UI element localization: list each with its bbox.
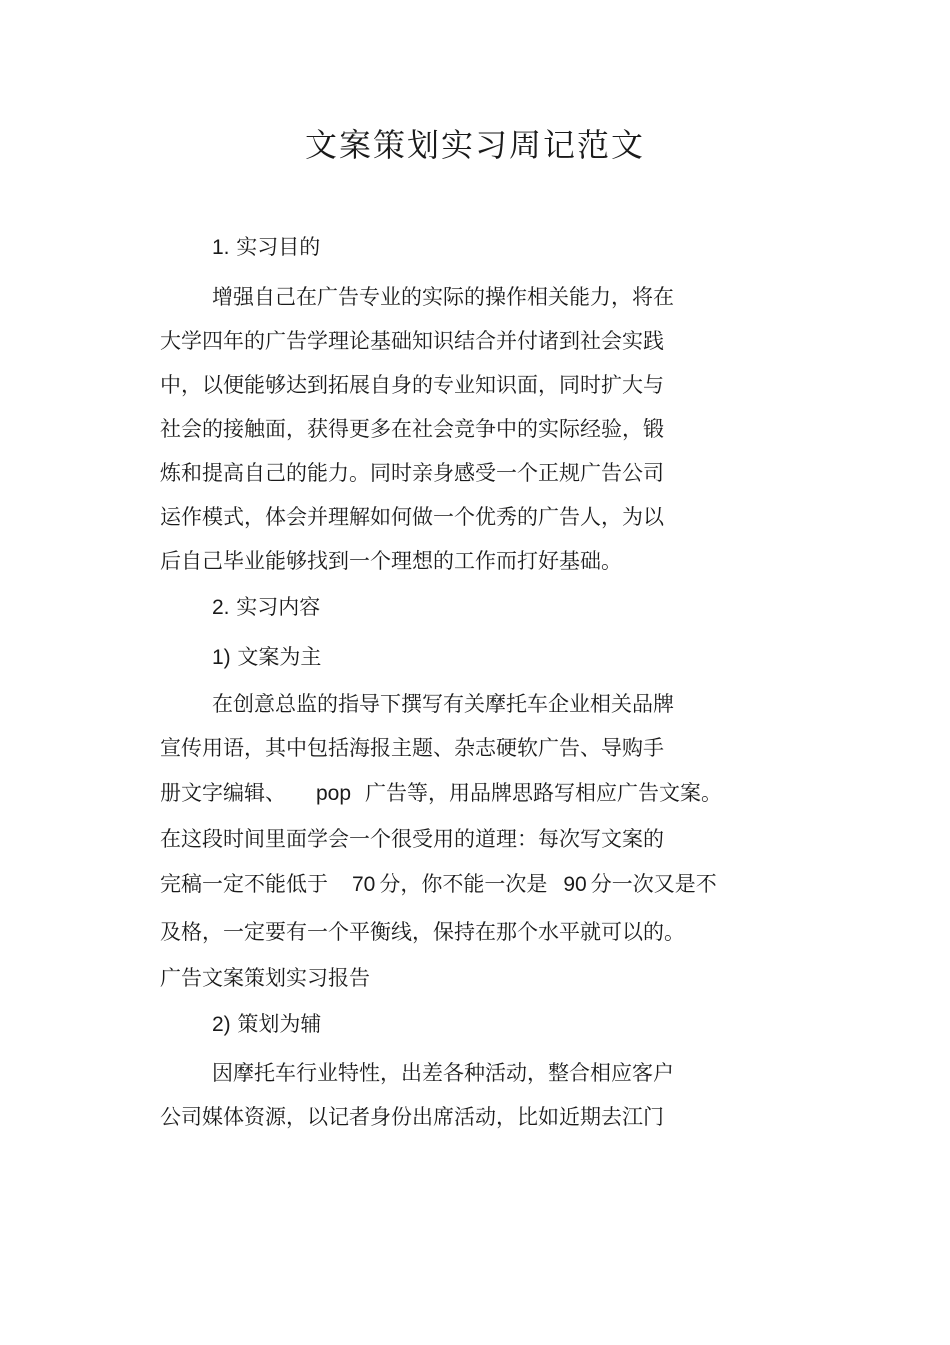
text-segment: 分，你不能一次是 (379, 872, 548, 896)
subsection-heading-copywriting (212, 642, 321, 673)
text-segment: 广告等，用品牌思路写相应广告文案。 (365, 781, 723, 805)
section-heading-purpose (212, 232, 320, 263)
text-segment: 70 (352, 873, 376, 896)
paragraph-line: 中，以便能够达到拓展自身的专业知识面，同时扩大与 (160, 373, 664, 397)
text-segment: 90 (563, 873, 587, 896)
page-title: 文案策划实习周记范文 (304, 126, 645, 164)
text-segment: pop (316, 782, 352, 805)
subsection-number: 2) (212, 1013, 231, 1036)
section-title: 实习目的 (236, 235, 321, 259)
section-number: 2. (212, 596, 230, 619)
paragraph-line: 在创意总监的指导下撰写有关摩托车企业相关品牌 (212, 692, 674, 716)
section-heading-content (212, 592, 320, 623)
subsection-title: 文案为主 (237, 645, 322, 669)
paragraph-line: 增强自己在广告专业的实际的操作相关能力，将在 (212, 285, 674, 309)
paragraph-line (160, 778, 722, 809)
subsection-number: 1) (212, 646, 231, 669)
subsection-title: 策划为辅 (237, 1012, 322, 1036)
paragraph-line: 及格，一定要有一个平衡线，保持在那个水平就可以的。 (160, 920, 685, 944)
text-segment: 完稿一定不能低于 (160, 872, 328, 896)
paragraph-line (160, 869, 717, 900)
paragraph-line: 后自己毕业能够找到一个理想的工作而打好基础。 (160, 549, 622, 573)
paragraph-line: 大学四年的广告学理论基础知识结合并付诸到社会实践 (160, 329, 664, 353)
paragraph-line: 宣传用语，其中包括海报主题、杂志硬软广告、导购手 (160, 736, 664, 760)
subsection-heading-planning (212, 1009, 321, 1040)
text-segment: 册文字编辑、 (160, 781, 286, 805)
section-title: 实习内容 (236, 595, 321, 619)
text-segment: 分一次又是不 (590, 872, 717, 896)
paragraph-line: 炼和提高自己的能力。同时亲身感受一个正规广告公司 (160, 461, 664, 485)
paragraph-line: 运作模式，体会并理解如何做一个优秀的广告人，为以 (160, 505, 664, 529)
paragraph-line: 公司媒体资源，以记者身份出席活动，比如近期去江门 (160, 1105, 664, 1129)
paragraph-line: 广告文案策划实习报告 (160, 966, 370, 990)
paragraph-line: 在这段时间里面学会一个很受用的道理：每次写文案的 (160, 827, 664, 851)
paragraph-line: 社会的接触面，获得更多在社会竞争中的实际经验，锻 (160, 417, 664, 441)
section-number: 1. (212, 236, 230, 259)
paragraph-line: 因摩托车行业特性，出差各种活动，整合相应客户 (212, 1061, 674, 1085)
